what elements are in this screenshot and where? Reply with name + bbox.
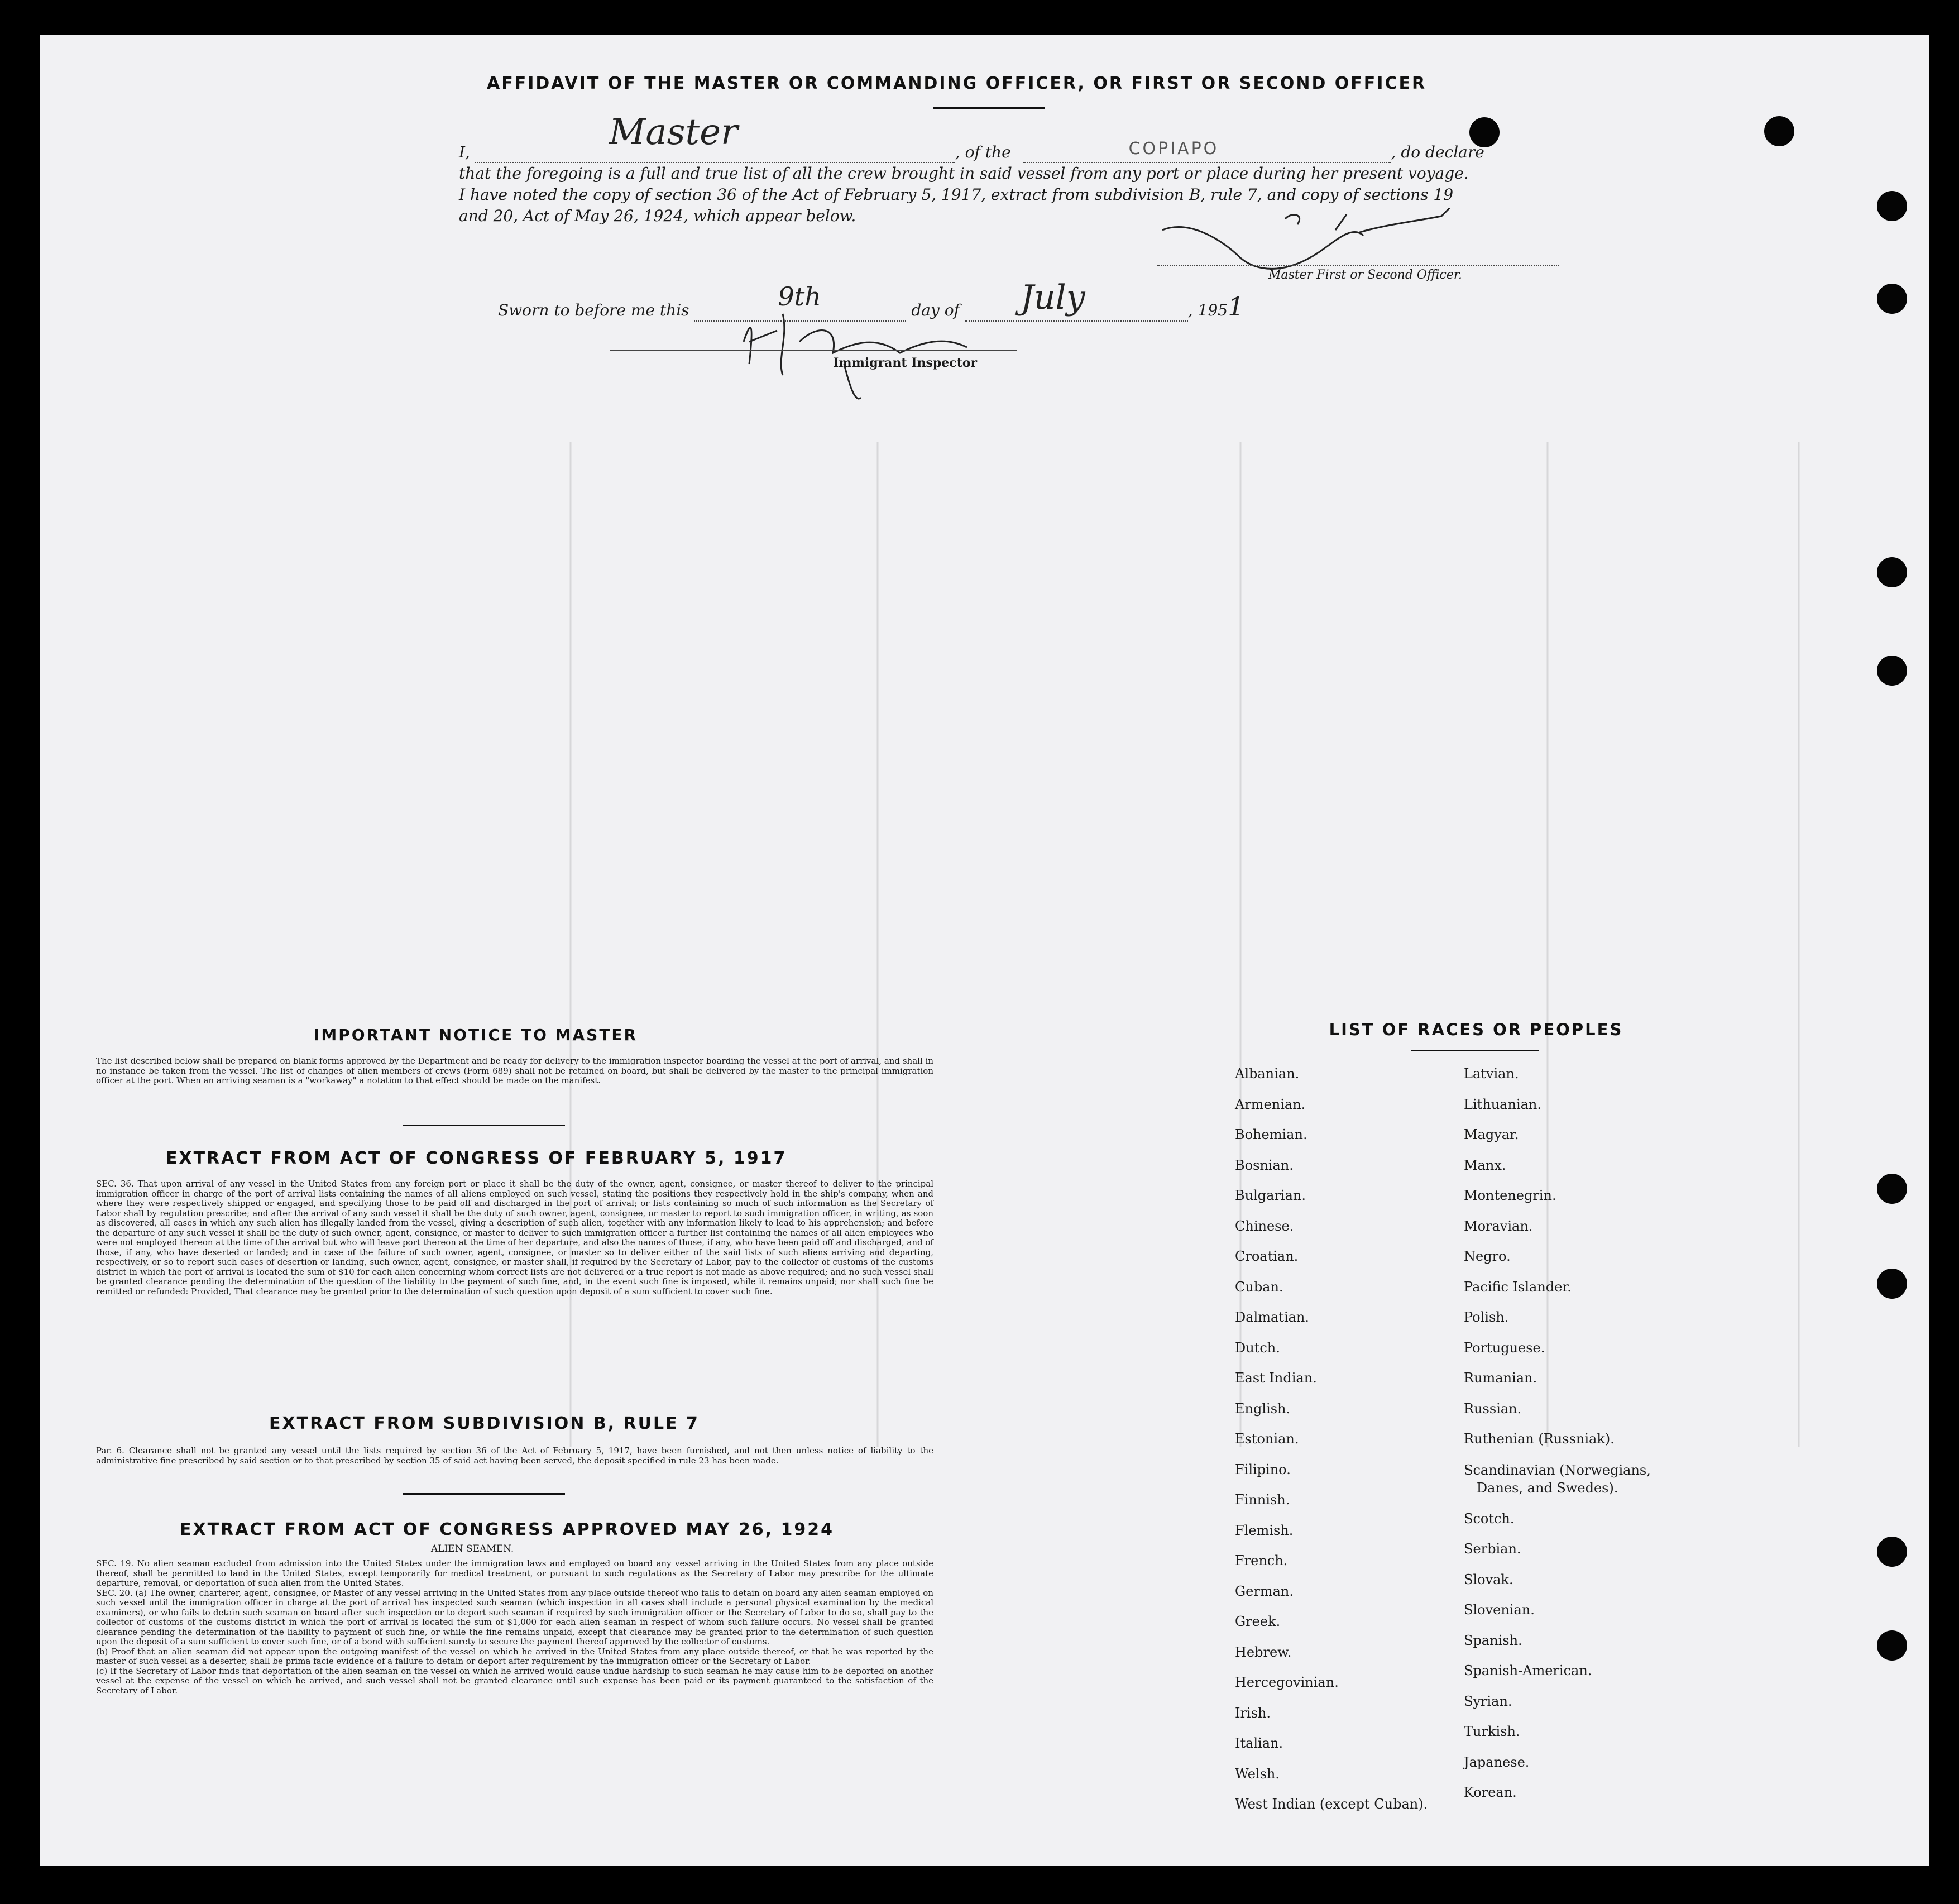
document-page bbox=[40, 35, 1929, 1866]
act-1924-title: EXTRACT FROM ACT OF CONGRESS APPROVED MAY 26, 1924 bbox=[180, 1520, 834, 1539]
race-item: Welsh. bbox=[1235, 1766, 1280, 1782]
race-item: Filipino. bbox=[1235, 1461, 1291, 1477]
declaration-prefix: I, bbox=[459, 143, 470, 161]
race-item: Flemish. bbox=[1235, 1522, 1294, 1538]
sworn-month: July bbox=[1020, 278, 1085, 317]
race-item: Serbian. bbox=[1464, 1541, 1521, 1557]
declaration-line-1 bbox=[459, 112, 1575, 163]
race-item: Syrian. bbox=[1464, 1693, 1512, 1709]
inspector-line bbox=[610, 350, 1017, 351]
race-item: Manx. bbox=[1464, 1157, 1506, 1173]
vessel-name-field bbox=[1023, 139, 1391, 163]
race-item: Ruthenian (Russniak). bbox=[1464, 1431, 1615, 1447]
race-item: Magyar. bbox=[1464, 1127, 1519, 1142]
race-item: Spanish-American. bbox=[1464, 1663, 1592, 1678]
punch-hole bbox=[1877, 191, 1907, 221]
race-item: Turkish. bbox=[1464, 1724, 1520, 1739]
title-underline bbox=[933, 107, 1045, 109]
race-item: Scandinavian (Norwegians, Danes, and Swedes). bbox=[1464, 1462, 1651, 1496]
rule-7-title: EXTRACT FROM SUBDIVISION B, RULE 7 bbox=[269, 1414, 700, 1433]
punch-hole bbox=[1877, 1174, 1907, 1204]
race-item: Hercegovinian. bbox=[1235, 1675, 1339, 1690]
punch-hole bbox=[1877, 557, 1907, 587]
punch-hole bbox=[1877, 284, 1907, 314]
race-item: Portuguese. bbox=[1464, 1340, 1545, 1356]
punch-hole bbox=[1877, 1630, 1907, 1661]
declaration-line-2: that the foregoing is a full and true list of all the crew brought in said vessel from any port or place during her present voyage. bbox=[459, 164, 1469, 183]
race-item: Polish. bbox=[1464, 1309, 1509, 1325]
act-1924-text bbox=[96, 1559, 933, 1696]
act-1917-text: SEC. 36. That upon arrival of any vessel in the United States from any foreign port or place it shall be the duty of the owner, agent, consignee, or master thereof to deliver to the principal immigration officer in charge of the port of arrival lists containing the names of all aliens employed on such vessel, stating the positions they respectively hold in the ship's company, when and where they were respectively shipped or engaged, and specifying those to be paid off and discharged in the port of arrival; or lists containing so much of such information as the Secretary of Labor shall by regulation prescribe; and after the arrival of any such vessel it shall be the duty of such owner, agent, consignee, or master to report to such immigration officer, in writing, as soon as discovered, all cases in which any such alien has illegally landed from the vessel, giving a description of such alien, together with any information likely to lead to his apprehension; and before the departure of any such vessel it shall be the duty of such owner, agent, consignee, or master to deliver to such immigration officer a further list containing the names of all alien employees who were not employed thereon at the time of the arrival but who will leave port thereon at the time of her departure, and also the names of those, if any, who have been paid off and discharged, and of those, if any, who have deserted or landed; and in case of the failure of such owner, agent, consignee, or master so to deliver either of the said lists of such aliens arriving and departing, respectively, or so to report such cases of desertion or landing, such owner, agent, consignee, or master shall, if required by the Secretary of Labor, pay to the collector of customs of the customs district in which the port of arrival is located the sum of $10 for each alien concerning whom correct lists are not delivered or a true report is not made as above required; and no such vessel shall be granted clearance pending the determination of the question of the liability to the payment of such fine, and, in the event such fine is imposed, while it remains unpaid; nor shall such fine be remitted or refunded: Provided, That clearance may be granted prior to the determination of such question upon deposit of a sum sufficient to cover such fine. bbox=[96, 1179, 933, 1297]
race-item: French. bbox=[1235, 1553, 1288, 1568]
race-item: Armenian. bbox=[1235, 1096, 1306, 1112]
race-item: English. bbox=[1235, 1400, 1291, 1417]
vessel-name: COPIAPO bbox=[1128, 139, 1219, 159]
act-1924-sec-20a: SEC. 20. (a) The owner, charterer, agent, consignee, or Master of any vessel arriving in the United States from any place outside thereof who fails to detain on board any alien seaman employed on such vessel until the immigration officer in charge at the port of arrival has inspected such seaman (which inspection in all cases shall include a personal physical examination by the medical examiners), or who fails to detain such seaman on board after such inspection or to deport such seaman if required by such immigration officer or the Secretary of Labor to do so, shall pay to the collector of customs of the customs district in which the port of arrival is located the sum of $1,000 for each alien seaman in respect of whom such failure occurs. No vessel shall be granted clearance pending the determination of the liability to payment of such fine, or while the fine remains unpaid, except that clearance may be granted prior to the determination of such question upon the deposit of a sum sufficient to cover such fine, or of a bond with sufficient surety to secure the payment thereof approved by the collector of customs. bbox=[96, 1587, 933, 1647]
race-item: German. bbox=[1235, 1583, 1294, 1599]
race-item: Japanese. bbox=[1464, 1754, 1530, 1770]
race-item: Dutch. bbox=[1235, 1340, 1280, 1356]
race-item: Rumanian. bbox=[1464, 1370, 1537, 1386]
race-item: Greek. bbox=[1235, 1614, 1281, 1629]
signature-line bbox=[1157, 265, 1559, 266]
race-item: Bohemian. bbox=[1235, 1127, 1307, 1142]
race-item: Lithuanian. bbox=[1464, 1096, 1542, 1112]
act-1924-subtitle: ALIEN SEAMEN. bbox=[431, 1543, 514, 1554]
race-item: Cuban. bbox=[1235, 1279, 1283, 1295]
race-item: East Indian. bbox=[1235, 1370, 1317, 1386]
race-item: Italian. bbox=[1235, 1735, 1283, 1751]
race-item: Spanish. bbox=[1464, 1632, 1522, 1648]
rule-7-text: Par. 6. Clearance shall not be granted any vessel until the lists required by section 36 of the Act of February 5, 1917, have been furnished, and not then unless notice of liability to the administrative fine prescribed by said section or to that prescribed by section 35 of said act having been served, the deposit specified in rule 23 has been made. bbox=[96, 1446, 933, 1466]
of-the-label: , of the bbox=[955, 143, 1011, 161]
race-item: Chinese. bbox=[1235, 1218, 1294, 1234]
race-item: Finnish. bbox=[1235, 1492, 1290, 1508]
race-item: Slovenian. bbox=[1464, 1602, 1535, 1618]
year-prefix: , 195 bbox=[1187, 301, 1228, 319]
race-item: Albanian. bbox=[1235, 1066, 1300, 1082]
race-item: Russian. bbox=[1464, 1400, 1522, 1417]
punch-hole bbox=[1877, 1269, 1907, 1299]
race-item: Irish. bbox=[1235, 1705, 1271, 1721]
master-name-field bbox=[475, 112, 955, 163]
races-title: LIST OF RACES OR PEOPLES bbox=[1329, 1020, 1623, 1039]
punch-hole bbox=[1877, 1537, 1907, 1567]
divider bbox=[403, 1493, 565, 1495]
races-right-column bbox=[1464, 1059, 1651, 1808]
race-item: Slovak. bbox=[1464, 1571, 1513, 1587]
act-1924-sec-20c: (c) If the Secretary of Labor finds that deportation of the alien seaman on the vessel on which he arrived would cause undue hardship to such seaman he may cause him to be deported on another vessel at the expense of the vessel on which he arrived, and such vessel shall not be granted clearance until such expense has been paid or its payment guaranteed to the satisfaction of the Secretary of Labor. bbox=[96, 1666, 933, 1696]
year-suffix: 1 bbox=[1228, 291, 1244, 322]
race-item: Negro. bbox=[1464, 1248, 1511, 1264]
act-1924-sec-20b: (b) Proof that an alien seaman did not appear upon the outgoing manifest of the vessel on which he arrived in the United States from any place outside thereof, or that he was reported by the master of such vessel as a deserter, shall be prima facie evidence of a failure to detain or deport after requirement by the immigration officer or the Secretary of Labor. bbox=[96, 1646, 933, 1666]
race-item: Estonian. bbox=[1235, 1431, 1299, 1447]
signature-caption: Master First or Second Officer. bbox=[1268, 268, 1462, 282]
race-item: Hebrew. bbox=[1235, 1644, 1292, 1660]
race-item: Pacific Islander. bbox=[1464, 1279, 1572, 1295]
notice-text: The list described below shall be prepared on blank forms approved by the Department and be ready for delivery to the immigration inspector boarding the vessel at the port of arrival, and shall in no instance be taken from the vessel. The list of changes of alien members of crews (Form 689) shall not be retained on board, but shall be delivered by the master to the principal immigration officer at the port. When an arriving seaman is a "workaway" a notation to that effect should be made on the manifest. bbox=[96, 1056, 933, 1085]
inspector-caption: Immigrant Inspector bbox=[833, 356, 978, 370]
race-item: Dalmatian. bbox=[1235, 1309, 1310, 1325]
race-item: Croatian. bbox=[1235, 1248, 1299, 1264]
declaration-line-4: and 20, Act of May 26, 1924, which appear below. bbox=[459, 207, 856, 225]
races-left-column bbox=[1235, 1059, 1428, 1820]
race-item: Latvian. bbox=[1464, 1066, 1519, 1082]
divider bbox=[1411, 1050, 1539, 1051]
race-item: Bosnian. bbox=[1235, 1157, 1294, 1173]
divider bbox=[403, 1125, 565, 1126]
race-item: West Indian (except Cuban). bbox=[1235, 1796, 1428, 1812]
do-declare-label: , do declare bbox=[1391, 143, 1484, 161]
race-item: Korean. bbox=[1464, 1785, 1517, 1800]
sworn-day: 9th bbox=[778, 281, 821, 312]
act-1917-title: EXTRACT FROM ACT OF CONGRESS OF FEBRUARY 5, 1917 bbox=[166, 1149, 787, 1168]
act-1924-sec-19: SEC. 19. No alien seaman excluded from admission into the United States under the immigration laws and employed on board any vessel arriving in the United States from any place outside thereof, shall be permitted to land in the United States, except temporarily for medical treatment, or pursuant to such regulations as the Secretary of Labor may prescribe for the ultimate departure, removal, or deportation of such alien from the United States. bbox=[96, 1558, 933, 1588]
race-item: Moravian. bbox=[1464, 1218, 1533, 1234]
bleed-through-texture bbox=[487, 398, 1883, 1458]
affidavit-title: AFFIDAVIT OF THE MASTER OR COMMANDING OFFICER, OR FIRST OR SECOND OFFICER bbox=[487, 74, 1427, 93]
race-item: Montenegrin. bbox=[1464, 1188, 1556, 1203]
master-handwritten: Master bbox=[609, 112, 738, 153]
race-item: Scotch. bbox=[1464, 1510, 1515, 1527]
sworn-prefix: Sworn to before me this bbox=[498, 301, 689, 319]
declaration-line-3: I have noted the copy of section 36 of the Act of February 5, 1917, extract from subdivision B, rule 7, and copy of sections 19 bbox=[459, 185, 1454, 204]
punch-hole bbox=[1877, 656, 1907, 686]
race-item: Bulgarian. bbox=[1235, 1188, 1306, 1203]
notice-title: IMPORTANT NOTICE TO MASTER bbox=[314, 1026, 638, 1044]
punch-hole bbox=[1764, 116, 1794, 146]
day-of-label: day of bbox=[911, 301, 960, 319]
